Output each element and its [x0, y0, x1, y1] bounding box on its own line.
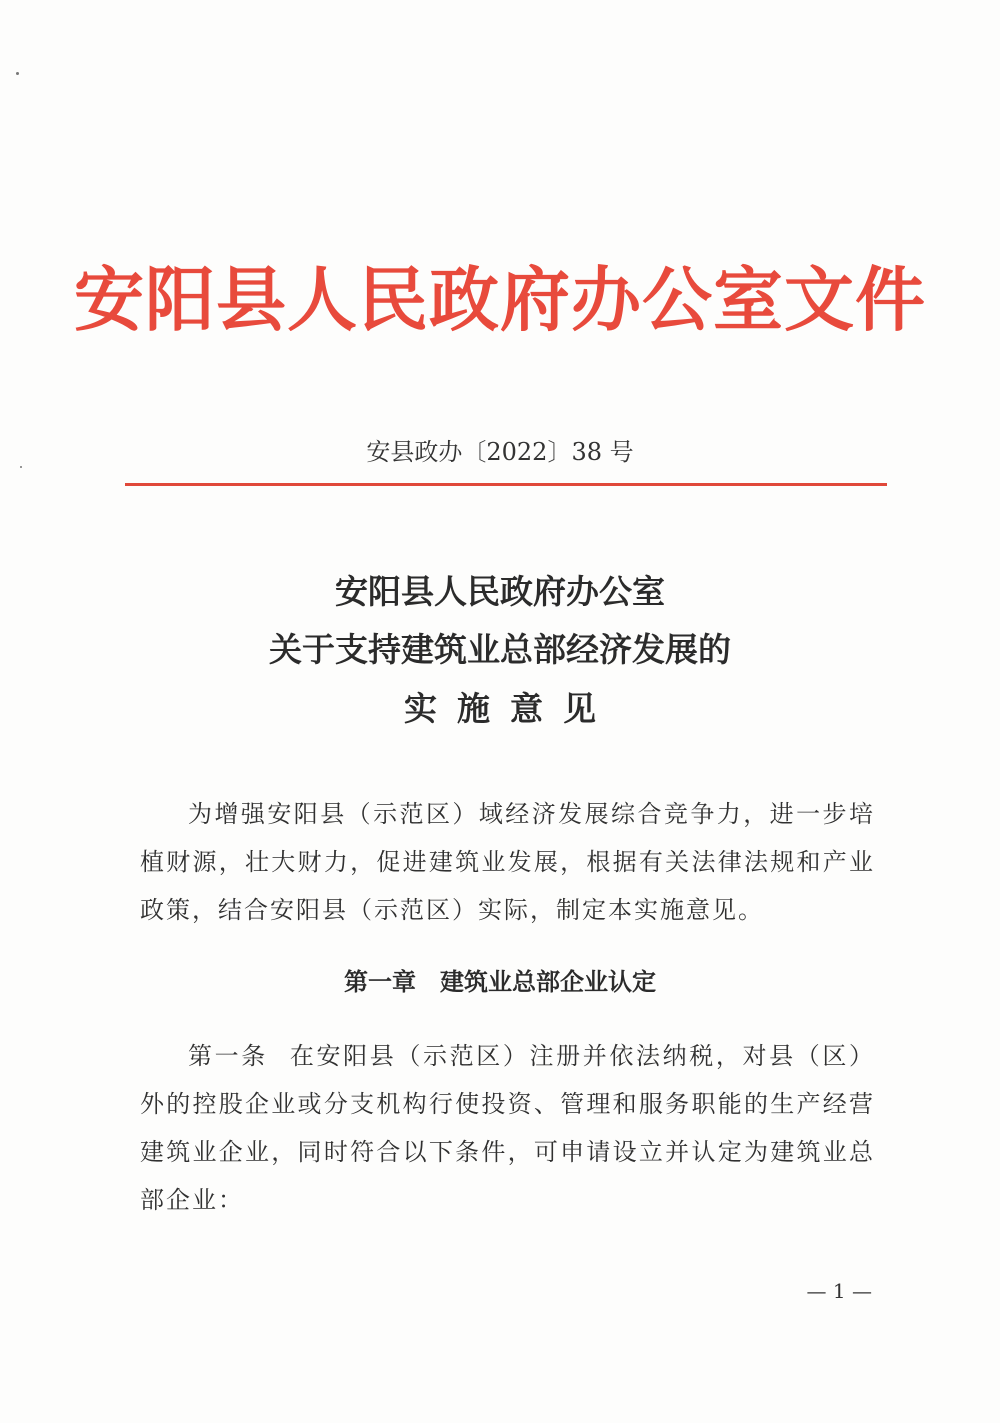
article-1-paragraph	[140, 1032, 875, 1224]
article-1-text: 在安阳县（示范区）注册并依法纳税，对县（区）外的控股企业或分支机构行使投资、管理和服务职能的生产经营建筑业企业，同时符合以下条件，可申请设立并认定为建筑业总部企业：	[140, 1042, 875, 1214]
red-divider-line	[125, 483, 887, 486]
scan-speck	[16, 72, 19, 75]
article-1-label: 第一条	[188, 1042, 268, 1070]
document-title-line-2: 关于支持建筑业总部经济发展的	[269, 630, 731, 669]
intro-paragraph: 为增强安阳县（示范区）域经济发展综合竞争力，进一步培植财源，壮大财力，促进建筑业发展，根据有关法律法规和产业政策，结合安阳县（示范区）实际，制定本实施意见。	[140, 800, 875, 924]
document-title-line-3: 实施意见	[404, 689, 616, 728]
document-title-line-1: 安阳县人民政府办公室	[335, 572, 665, 611]
masthead-title: 安阳县人民政府办公室文件	[74, 259, 926, 341]
page-number: — 1 —	[806, 1279, 872, 1303]
document-number: 安县政办〔2022〕38 号	[366, 438, 634, 466]
chapter-heading: 第一章 建筑业总部企业认定	[344, 968, 656, 996]
